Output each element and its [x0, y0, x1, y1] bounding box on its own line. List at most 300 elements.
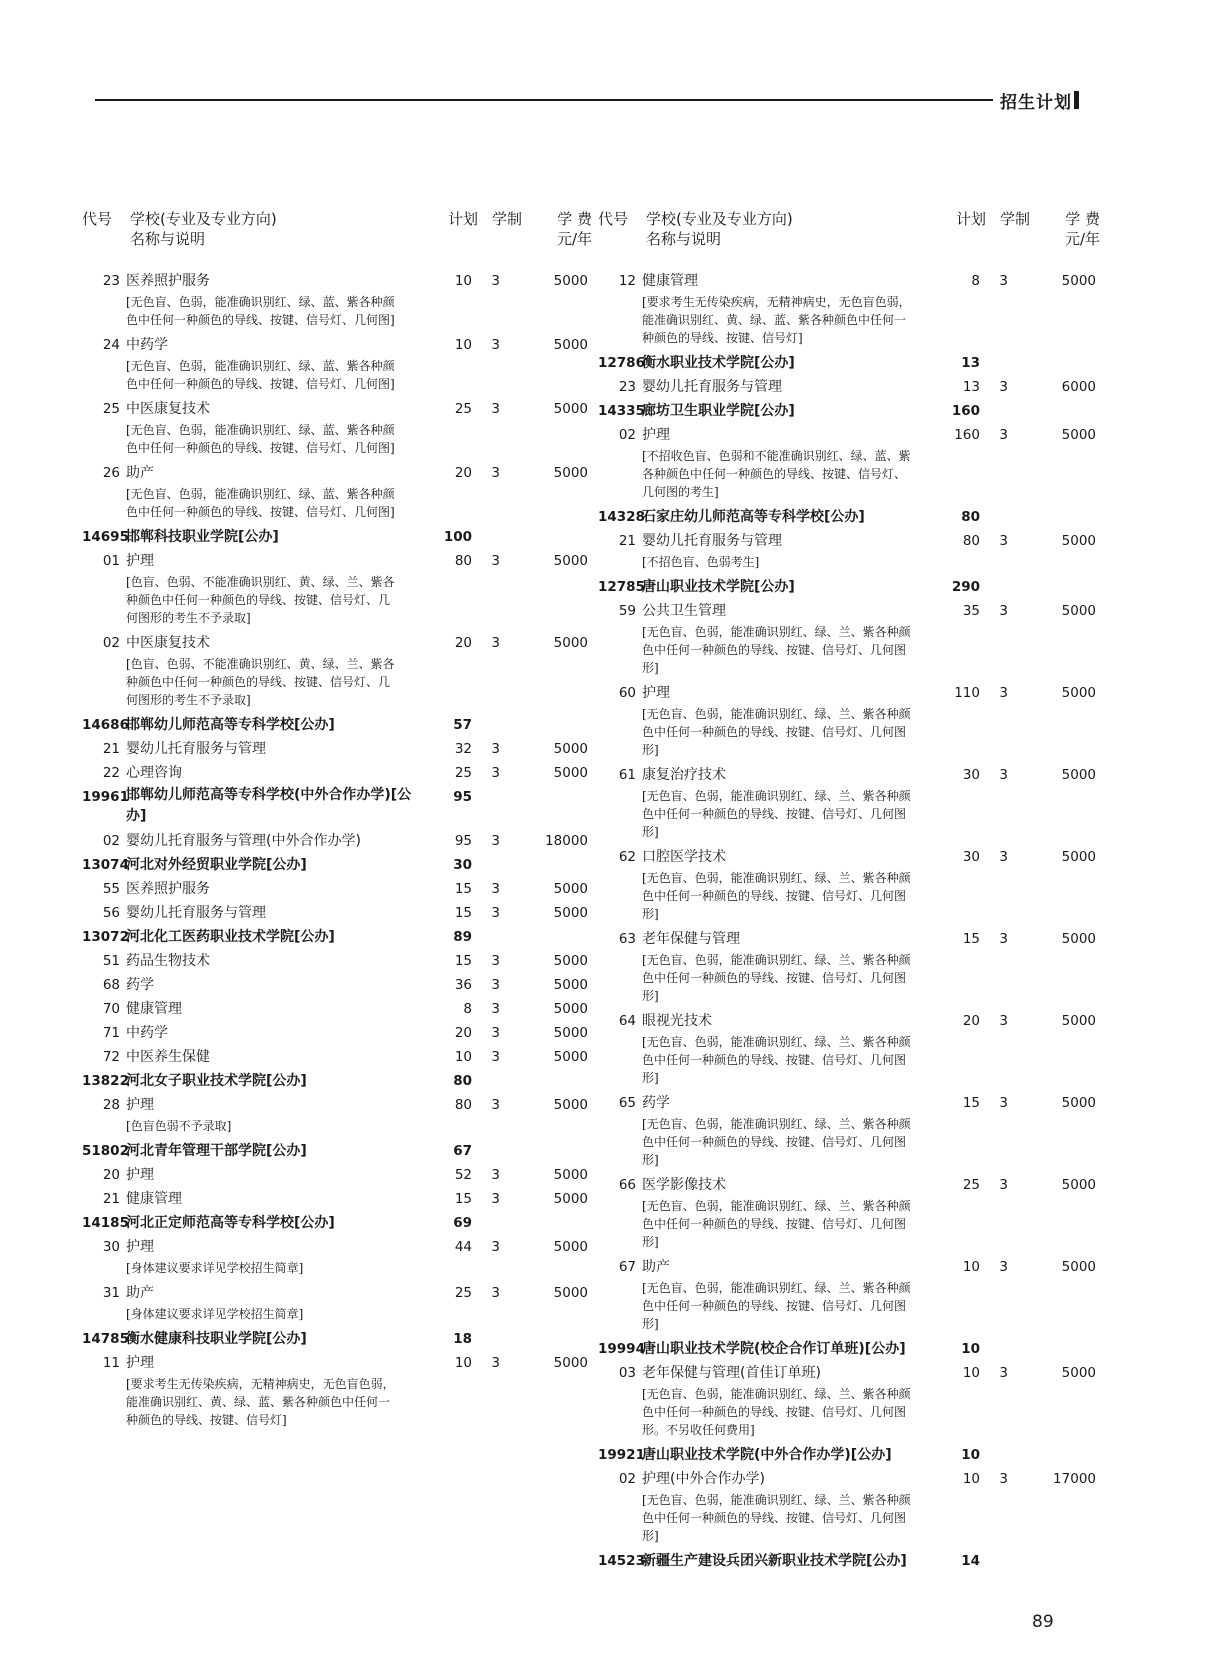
- plan-count: 15: [454, 905, 472, 921]
- school-row: [82, 925, 592, 949]
- plan-count: 10: [454, 1355, 472, 1371]
- major-name: 医养照护服务: [126, 273, 210, 289]
- major-row: [82, 1021, 592, 1045]
- major-code: 31: [102, 1285, 120, 1301]
- header-fee: 学 费: [557, 210, 592, 228]
- major-name: 护理: [126, 1167, 154, 1183]
- tuition-fee: 5000: [553, 977, 588, 993]
- header-fee-unit: 元/年: [1064, 230, 1100, 248]
- school-row: [598, 575, 1100, 599]
- requirement-note: [无色盲、色弱，能准确识别红、绿、蓝、紫各种颜色中任何一种颜色的导线、按键、信号灯、几何图]: [126, 359, 395, 391]
- tuition-fee: 5000: [553, 1355, 588, 1371]
- plan-count: 10: [454, 337, 472, 353]
- major-code: 64: [618, 1013, 636, 1029]
- study-years: 3: [491, 1285, 500, 1301]
- school-name: 邯郸幼儿师范高等专科学校[公办]: [126, 717, 335, 733]
- school-code: 14695: [82, 529, 129, 545]
- major-code: 30: [102, 1239, 120, 1255]
- major-code: 63: [618, 931, 636, 947]
- school-code: 12786: [598, 355, 645, 371]
- tuition-fee: 5000: [553, 881, 588, 897]
- major-code: 02: [102, 635, 120, 651]
- major-row: [598, 1009, 1100, 1033]
- requirement-note: [要求考生无传染疾病，无精神病史，无色盲色弱，能准确识别红、黄、绿、蓝、紫各种颜色中任何一种颜色的导线、按键、信号灯]: [642, 295, 911, 345]
- major-name: 医养照护服务: [126, 881, 210, 897]
- tuition-fee: 5000: [1061, 685, 1096, 701]
- requirement-note: [无色盲、色弱，能准确识别红、绿、兰、紫各种颜色中任何一种颜色的导线、按键、信号灯、几何图形]: [642, 1281, 911, 1331]
- major-name: 护理: [126, 1097, 154, 1113]
- major-code: 02: [618, 1471, 636, 1487]
- requirement-note: [无色盲、色弱，能准确识别红、绿、兰、紫各种颜色中任何一种颜色的导线、按键、信号灯、几何图形]: [642, 1199, 911, 1249]
- study-years: 3: [999, 931, 1008, 947]
- school-row: [82, 1327, 592, 1351]
- school-name: 河北女子职业技术学院[公办]: [126, 1073, 307, 1089]
- requirement-note: [无色盲、色弱，能准确识别红、绿、兰、紫各种颜色中任何一种颜色的导线、按键、信号灯、几何图形。不另收任何费用]: [642, 1387, 911, 1437]
- study-years: 3: [999, 849, 1008, 865]
- tuition-fee: 5000: [1061, 427, 1096, 443]
- major-name: 护理: [126, 1355, 154, 1371]
- plan-count: 20: [962, 1013, 980, 1029]
- major-code: 24: [102, 337, 120, 353]
- major-code: 25: [102, 401, 120, 417]
- header-years: 学制: [999, 210, 1030, 228]
- tuition-fee: 5000: [1061, 533, 1096, 549]
- header-fee: 学 费: [1065, 210, 1100, 228]
- requirement-note: [无色盲、色弱，能准确识别红、绿、蓝、紫各种颜色中任何一种颜色的导线、按键、信号灯、几何图]: [126, 423, 395, 455]
- right-rows: [598, 269, 1100, 1573]
- major-row: [598, 1467, 1100, 1491]
- tuition-fee: 17000: [1053, 1471, 1096, 1487]
- study-years: 3: [999, 1177, 1008, 1193]
- major-code: 02: [102, 833, 120, 849]
- plan-count: 69: [453, 1215, 472, 1231]
- school-name: 河北对外经贸职业学院[公办]: [126, 857, 307, 873]
- plan-count: 57: [453, 717, 472, 733]
- plan-count: 67: [453, 1143, 472, 1159]
- tuition-fee: 18000: [545, 833, 588, 849]
- plan-count: 30: [962, 849, 980, 865]
- school-code: 19961: [82, 789, 129, 805]
- school-row: [598, 1443, 1100, 1467]
- tuition-fee: 5000: [553, 765, 588, 781]
- major-row: [598, 681, 1100, 705]
- tuition-fee: 5000: [1061, 1095, 1096, 1111]
- school-row: [82, 785, 592, 829]
- major-code: 23: [618, 379, 636, 395]
- school-name: 衡水职业技术学院[公办]: [642, 355, 795, 371]
- major-code: 22: [102, 765, 120, 781]
- major-code: 67: [618, 1259, 636, 1275]
- major-row: [82, 949, 592, 973]
- tuition-fee: 5000: [553, 337, 588, 353]
- plan-count: 10: [962, 1365, 980, 1381]
- school-code: 14523: [598, 1553, 645, 1569]
- tuition-fee: 5000: [553, 905, 588, 921]
- tuition-fee: 5000: [553, 401, 588, 417]
- major-code: 61: [618, 767, 636, 783]
- school-row: [82, 1139, 592, 1163]
- major-name: 中医养生保健: [126, 1049, 210, 1065]
- major-code: 03: [618, 1365, 636, 1381]
- plan-count: 32: [454, 741, 472, 757]
- header-fee-unit: 元/年: [556, 230, 592, 248]
- study-years: 3: [491, 1167, 500, 1183]
- school-name: 河北青年管理干部学院[公办]: [126, 1143, 307, 1159]
- major-row: [598, 599, 1100, 623]
- major-row: [82, 461, 592, 485]
- plan-count: 10: [454, 1049, 472, 1065]
- tuition-fee: 5000: [553, 1285, 588, 1301]
- plan-count: 95: [453, 789, 472, 805]
- plan-count: 10: [961, 1447, 980, 1463]
- plan-count: 89: [453, 929, 472, 945]
- major-row: [82, 737, 592, 761]
- left-column: [82, 209, 592, 1609]
- section-title-marker: [1074, 91, 1079, 109]
- tuition-fee: 5000: [553, 1097, 588, 1113]
- school-row: [82, 853, 592, 877]
- major-code: 11: [102, 1355, 120, 1371]
- study-years: 3: [491, 401, 500, 417]
- school-name: 唐山职业技术学院(校企合作订单班)[公办]: [642, 1341, 906, 1357]
- major-row: [598, 1091, 1100, 1115]
- study-years: 3: [999, 427, 1008, 443]
- school-name: 新疆生产建设兵团兴新职业技术学院[公办]: [642, 1553, 907, 1569]
- major-name: 健康管理: [126, 1191, 182, 1207]
- major-code: 62: [618, 849, 636, 865]
- tuition-fee: 5000: [553, 1025, 588, 1041]
- major-row: [598, 1173, 1100, 1197]
- tuition-fee: 5000: [553, 1167, 588, 1183]
- tuition-fee: 5000: [553, 953, 588, 969]
- study-years: 3: [999, 1095, 1008, 1111]
- major-name: 助产: [126, 465, 154, 481]
- major-row: [82, 761, 592, 785]
- requirement-note: [色盲色弱不予录取]: [126, 1119, 232, 1133]
- header-name: 学校(专业及专业方向): [646, 210, 793, 228]
- page-number: 89: [1032, 1612, 1054, 1632]
- study-years: 3: [491, 1025, 500, 1041]
- study-years: 3: [491, 635, 500, 651]
- plan-count: 52: [454, 1167, 472, 1183]
- school-code: 19994: [598, 1341, 645, 1357]
- school-code: 12785: [598, 579, 645, 595]
- study-years: 3: [491, 465, 500, 481]
- section-title: 招生计划: [1000, 93, 1072, 113]
- plan-count: 25: [962, 1177, 980, 1193]
- school-name: 邯郸幼儿师范高等专科学校(中外合作办学)[公办]: [126, 787, 412, 824]
- header-plan: 计划: [447, 210, 478, 228]
- tuition-fee: 5000: [1061, 1177, 1096, 1193]
- plan-count: 14: [961, 1553, 980, 1569]
- column-header: [598, 209, 1100, 269]
- major-row: [82, 631, 592, 655]
- study-years: 3: [491, 1097, 500, 1113]
- plan-count: 18: [453, 1331, 472, 1347]
- tuition-fee: 6000: [1061, 379, 1096, 395]
- plan-count: 80: [961, 509, 980, 525]
- school-code: 19921: [598, 1447, 645, 1463]
- requirement-note: [无色盲、色弱，能准确识别红、绿、兰、紫各种颜色中任何一种颜色的导线、按键、信号灯、几何图形]: [642, 953, 911, 1003]
- school-row: [598, 351, 1100, 375]
- major-code: 23: [102, 273, 120, 289]
- school-code: 14328: [598, 509, 645, 525]
- major-code: 59: [618, 603, 636, 619]
- study-years: 3: [999, 603, 1008, 619]
- plan-count: 15: [454, 953, 472, 969]
- school-code: 14785: [82, 1331, 129, 1347]
- plan-count: 290: [951, 579, 980, 595]
- plan-count: 15: [454, 881, 472, 897]
- plan-count: 13: [961, 355, 980, 371]
- school-name: 河北正定师范高等专科学校[公办]: [126, 1215, 335, 1231]
- requirement-note: [要求考生无传染疾病，无精神病史，无色盲色弱，能准确识别红、黄、绿、蓝、紫各种颜色中任何一种颜色的导线、按键、信号灯]: [126, 1377, 395, 1427]
- plan-count: 10: [962, 1259, 980, 1275]
- plan-count: 20: [454, 635, 472, 651]
- school-code: 14335: [598, 403, 645, 419]
- school-row: [598, 505, 1100, 529]
- plan-count: 13: [962, 379, 980, 395]
- major-name: 护理: [642, 427, 670, 443]
- major-name: 护理: [642, 685, 670, 701]
- study-years: 3: [491, 953, 500, 969]
- study-years: 3: [491, 833, 500, 849]
- plan-count: 15: [962, 931, 980, 947]
- major-code: 26: [102, 465, 120, 481]
- plan-count: 25: [454, 1285, 472, 1301]
- plan-count: 8: [971, 273, 980, 289]
- major-row: [82, 997, 592, 1021]
- school-code: 13074: [82, 857, 129, 873]
- requirement-note: [色盲、色弱、不能准确识别红、黄、绿、兰、紫各种颜色中任何一种颜色的导线、按键、信号灯、几何图形的考生不予录取]: [126, 575, 395, 625]
- school-name: 廊坊卫生职业学院[公办]: [642, 403, 795, 419]
- major-name: 护理(中外合作办学): [642, 1471, 765, 1487]
- major-code: 60: [618, 685, 636, 701]
- requirement-note: [无色盲、色弱，能准确识别红、绿、兰、紫各种颜色中任何一种颜色的导线、按键、信号灯、几何图形]: [642, 625, 911, 675]
- major-name: 婴幼儿托育服务与管理: [126, 741, 266, 757]
- study-years: 3: [491, 765, 500, 781]
- header-name: 学校(专业及专业方向): [130, 210, 277, 228]
- column-header: [82, 209, 592, 269]
- right-column: [598, 209, 1100, 1609]
- major-code: 12: [618, 273, 636, 289]
- plan-count: 8: [463, 1001, 472, 1017]
- study-years: 3: [491, 273, 500, 289]
- major-name: 中药学: [126, 1025, 168, 1041]
- major-code: 01: [102, 553, 120, 569]
- study-years: 3: [491, 881, 500, 897]
- major-code: 20: [102, 1167, 120, 1183]
- tuition-fee: 5000: [1061, 273, 1096, 289]
- major-row: [598, 529, 1100, 553]
- major-name: 中医康复技术: [126, 635, 210, 651]
- school-name: 唐山职业技术学院(中外合作办学)[公办]: [642, 1447, 892, 1463]
- school-row: [598, 1549, 1100, 1573]
- major-name: 康复治疗技术: [642, 767, 726, 783]
- plan-count: 44: [454, 1239, 472, 1255]
- major-name: 婴幼儿托育服务与管理: [642, 379, 782, 395]
- requirement-note: [不招色盲、色弱考生]: [642, 555, 760, 569]
- major-code: 56: [102, 905, 120, 921]
- major-code: 66: [618, 1177, 636, 1193]
- major-name: 护理: [126, 553, 154, 569]
- requirement-note: [不招收色盲、色弱和不能准确识别红、绿、蓝、紫各种颜色中任何一种颜色的导线、按键、信号灯、几何图的考生]: [642, 449, 911, 499]
- major-name: 婴幼儿托育服务与管理: [126, 905, 266, 921]
- major-row: [598, 927, 1100, 951]
- requirement-note: [身体建议要求详见学校招生简章]: [126, 1307, 304, 1321]
- study-years: 3: [999, 533, 1008, 549]
- header-name-sub: 名称与说明: [130, 230, 206, 248]
- plan-count: 10: [454, 273, 472, 289]
- school-name: 衡水健康科技职业学院[公办]: [126, 1331, 307, 1347]
- requirement-note: [无色盲、色弱，能准确识别红、绿、兰、紫各种颜色中任何一种颜色的导线、按键、信号灯、几何图形]: [642, 1117, 911, 1167]
- tuition-fee: 5000: [553, 1239, 588, 1255]
- major-code: 55: [102, 881, 120, 897]
- header-years: 学制: [491, 210, 522, 228]
- plan-count: 80: [454, 1097, 472, 1113]
- plan-count: 160: [951, 403, 980, 419]
- major-row: [598, 269, 1100, 293]
- plan-count: 20: [454, 465, 472, 481]
- plan-count: 10: [961, 1341, 980, 1357]
- major-code: 21: [102, 1191, 120, 1207]
- school-row: [82, 1069, 592, 1093]
- tuition-fee: 5000: [1061, 931, 1096, 947]
- school-row: [82, 713, 592, 737]
- requirement-note: [色盲、色弱、不能准确识别红、黄、绿、兰、紫各种颜色中任何一种颜色的导线、按键、信号灯、几何图形的考生不予录取]: [126, 657, 395, 707]
- tuition-fee: 5000: [1061, 849, 1096, 865]
- major-row: [82, 1235, 592, 1259]
- study-years: 3: [999, 1365, 1008, 1381]
- major-name: 中医康复技术: [126, 401, 210, 417]
- major-row: [82, 549, 592, 573]
- major-name: 护理: [126, 1239, 154, 1255]
- plan-count: 20: [454, 1025, 472, 1041]
- requirement-note: [无色盲、色弱，能准确识别红、绿、兰、紫各种颜色中任何一种颜色的导线、按键、信号灯、几何图形]: [642, 1035, 911, 1085]
- major-row: [82, 829, 592, 853]
- study-years: 3: [999, 1471, 1008, 1487]
- school-code: 14686: [82, 717, 129, 733]
- school-row: [82, 525, 592, 549]
- major-name: 药品生物技术: [126, 953, 210, 969]
- major-row: [82, 1163, 592, 1187]
- school-code: 13072: [82, 929, 129, 945]
- plan-count: 95: [454, 833, 472, 849]
- major-row: [82, 1351, 592, 1375]
- major-name: 婴幼儿托育服务与管理: [642, 533, 782, 549]
- tuition-fee: 5000: [553, 1191, 588, 1207]
- major-code: 02: [618, 427, 636, 443]
- major-name: 公共卫生管理: [642, 603, 726, 619]
- study-years: 3: [491, 741, 500, 757]
- major-row: [82, 333, 592, 357]
- major-name: 助产: [126, 1285, 154, 1301]
- header-code: 代号: [82, 210, 113, 228]
- school-row: [598, 1337, 1100, 1361]
- major-code: 51: [102, 953, 120, 969]
- requirement-note: [无色盲、色弱，能准确识别红、绿、蓝、紫各种颜色中任何一种颜色的导线、按键、信号灯、几何图]: [126, 487, 395, 519]
- plan-count: 160: [954, 427, 980, 443]
- major-row: [82, 1093, 592, 1117]
- major-code: 70: [102, 1001, 120, 1017]
- major-code: 71: [102, 1025, 120, 1041]
- study-years: 3: [491, 905, 500, 921]
- major-name: 老年保健与管理: [642, 931, 740, 947]
- major-name: 口腔医学技术: [642, 849, 726, 865]
- left-rows: [82, 269, 592, 1433]
- tuition-fee: 5000: [553, 741, 588, 757]
- major-name: 婴幼儿托育服务与管理(中外合作办学): [126, 833, 361, 849]
- major-row: [82, 1045, 592, 1069]
- plan-count: 25: [454, 401, 472, 417]
- plan-count: 30: [962, 767, 980, 783]
- tuition-fee: 5000: [553, 273, 588, 289]
- study-years: 3: [999, 1013, 1008, 1029]
- header-name-sub: 名称与说明: [646, 230, 722, 248]
- plan-count: 110: [954, 685, 980, 701]
- major-name: 助产: [642, 1259, 670, 1275]
- requirement-note: [无色盲、色弱，能准确识别红、绿、兰、紫各种颜色中任何一种颜色的导线、按键、信号灯、几何图形]: [642, 1493, 911, 1543]
- school-code: 51802: [82, 1143, 129, 1159]
- tuition-fee: 5000: [1061, 1259, 1096, 1275]
- study-years: 3: [999, 1259, 1008, 1275]
- study-years: 3: [999, 767, 1008, 783]
- study-years: 3: [491, 1239, 500, 1255]
- study-years: 3: [491, 553, 500, 569]
- study-years: 3: [999, 273, 1008, 289]
- major-code: 28: [102, 1097, 120, 1113]
- major-code: 21: [618, 533, 636, 549]
- school-name: 石家庄幼儿师范高等专科学校[公办]: [642, 509, 865, 525]
- major-code: 65: [618, 1095, 636, 1111]
- study-years: 3: [999, 685, 1008, 701]
- study-years: 3: [491, 977, 500, 993]
- school-row: [598, 399, 1100, 423]
- major-row: [598, 423, 1100, 447]
- plan-count: 80: [454, 553, 472, 569]
- plan-count: 30: [453, 857, 472, 873]
- tuition-fee: 5000: [1061, 1365, 1096, 1381]
- major-row: [598, 763, 1100, 787]
- tuition-fee: 5000: [553, 465, 588, 481]
- study-years: 3: [491, 1049, 500, 1065]
- school-code: 14185: [82, 1215, 129, 1231]
- major-code: 68: [102, 977, 120, 993]
- major-name: 老年保健与管理(首佳订单班): [642, 1365, 821, 1381]
- header-code: 代号: [598, 210, 629, 228]
- requirement-note: [无色盲、色弱，能准确识别红、绿、蓝、紫各种颜色中任何一种颜色的导线、按键、信号灯、几何图]: [126, 295, 395, 327]
- school-name: 唐山职业技术学院[公办]: [642, 579, 795, 595]
- major-row: [82, 269, 592, 293]
- plan-count: 15: [962, 1095, 980, 1111]
- major-name: 眼视光技术: [642, 1013, 712, 1029]
- major-name: 健康管理: [642, 273, 698, 289]
- plan-count: 36: [454, 977, 472, 993]
- school-row: [82, 1211, 592, 1235]
- major-row: [82, 397, 592, 421]
- plan-count: 80: [453, 1073, 472, 1089]
- major-code: 21: [102, 741, 120, 757]
- tuition-fee: 5000: [553, 553, 588, 569]
- header-rule: [95, 99, 993, 101]
- major-name: 药学: [126, 977, 154, 993]
- requirement-note: [无色盲、色弱，能准确识别红、绿、兰、紫各种颜色中任何一种颜色的导线、按键、信号灯、几何图形]: [642, 789, 911, 839]
- major-row: [82, 1187, 592, 1211]
- study-years: 3: [491, 1355, 500, 1371]
- requirement-note: [无色盲、色弱，能准确识别红、绿、兰、紫各种颜色中任何一种颜色的导线、按键、信号灯、几何图形]: [642, 871, 911, 921]
- header-plan: 计划: [955, 210, 986, 228]
- plan-count: 15: [454, 1191, 472, 1207]
